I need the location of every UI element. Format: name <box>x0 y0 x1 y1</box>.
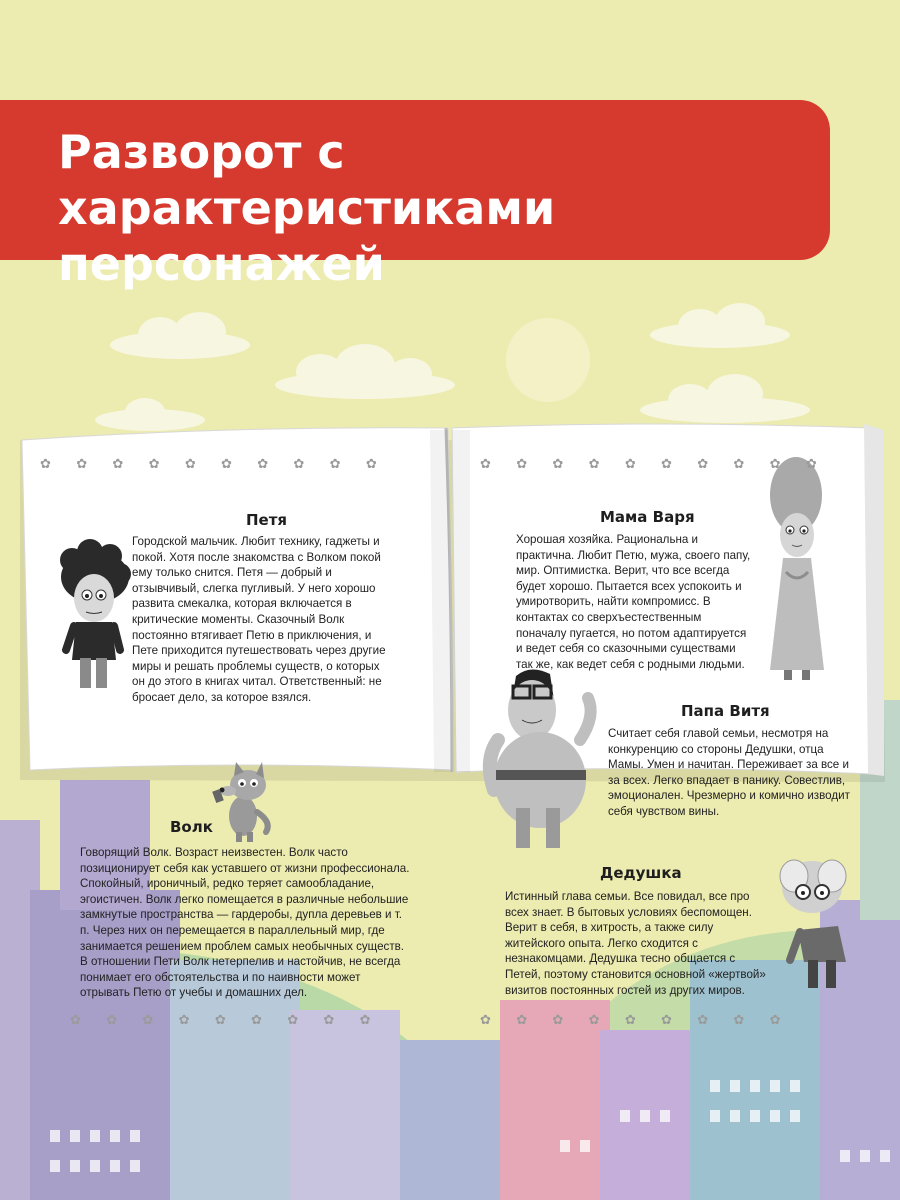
character-name-papa-vitya: Папа Витя <box>681 702 770 720</box>
paw-print-icon: ✿ <box>588 456 600 471</box>
paw-print-icon: ✿ <box>516 1012 528 1027</box>
paw-print-icon: ✿ <box>480 1012 491 1027</box>
paw-print-icon: ✿ <box>480 456 491 471</box>
paw-print-icon: ✿ <box>359 1012 371 1027</box>
paw-print-icon: ✿ <box>40 456 51 471</box>
paw-print-icon: ✿ <box>733 1012 745 1027</box>
paw-row-bottom-right <box>480 1012 860 1028</box>
paw-print-icon: ✿ <box>365 456 377 471</box>
paw-row-top-left <box>40 456 440 472</box>
paw-row-top-right <box>480 456 870 472</box>
paw-print-icon: ✿ <box>697 456 709 471</box>
character-name-wolf: Волк <box>170 818 213 836</box>
paw-print-icon: ✿ <box>184 456 196 471</box>
paw-print-icon: ✿ <box>769 456 781 471</box>
paw-print-icon: ✿ <box>323 1012 335 1027</box>
paw-print-icon: ✿ <box>733 456 745 471</box>
paw-print-icon: ✿ <box>516 456 528 471</box>
character-name-mama-varya: Мама Варя <box>600 508 695 526</box>
paw-print-icon: ✿ <box>148 456 160 471</box>
paw-print-icon: ✿ <box>329 456 341 471</box>
grandfather-illustration <box>780 860 846 988</box>
character-description-papa-vitya: Считает себя главой семьи, несмотря на конкуренцию со стороны Дедушки, отца Мамы. Умен и начитан. Переживает за все и за всех. Легко впадает в панику. Совестлив, эмоционален. Чрезмерно и комично изводит себя чувством вины. <box>608 727 850 818</box>
paw-print-icon: ✿ <box>142 1012 154 1027</box>
character-name-petya: Петя <box>246 511 288 529</box>
paw-print-icon: ✿ <box>70 1012 81 1027</box>
paw-print-icon: ✿ <box>552 1012 564 1027</box>
paw-print-icon: ✿ <box>178 1012 190 1027</box>
paw-print-icon: ✿ <box>661 1012 672 1027</box>
paw-row-bottom-left <box>70 1012 440 1028</box>
paw-print-icon: ✿ <box>106 1012 118 1027</box>
character-description-mama-varya: Хорошая хозяйка. Рациональна и практична. Любит Петю, мужа, своего папу, мир. Оптимистка. Верит, что все всегда будет хорошо. Пытается всех успокоить и умиротворить, найти компромисс. В контактах со сверхъестественным поначалу пугается, но потом адаптируется и ведет себя со сказочными существами так же, как ведет себя с родными людьми. <box>516 533 751 671</box>
paw-print-icon: ✿ <box>214 1012 226 1027</box>
paw-print-icon: ✿ <box>624 1012 636 1027</box>
paw-print-icon: ✿ <box>769 1012 781 1027</box>
character-description-wolf: Говорящий Волк. Возраст неизвестен. Волк часто позиционирует себя как уставшего от жизни профессионала. Спокойный, ироничный, редко теряет самообладание, эгоистичен. Волк легко помещается в различные небольшие замкнутые пространства — гардеробы, дупла деревьев и т. п. Через них он перемещается в параллельный мир, где занимается решением проблем самых необычных существ. В отношении Пети Волк нетерпелив и настойчив, не всегда понимает его обстоятельства и по наивности может отрывать Петю от учебы и домашних дел. <box>80 846 410 1000</box>
banner-title: Разворот с характеристиками персонажей <box>58 125 556 291</box>
character-name-grandfather: Дедушка <box>600 864 682 882</box>
paw-print-icon: ✿ <box>805 456 817 471</box>
paw-print-icon: ✿ <box>221 456 232 471</box>
paw-print-icon: ✿ <box>697 1012 709 1027</box>
character-description-grandfather: Истинный глава семьи. Все повидал, все про всех знает. В бытовых условиях беспомощен. Верит в себя, в хитрость, а также силу житейского опыта. Легко сходится с незнакомцами. Дедушка тесно общается с Петей, поэтому становится основной «жертвой» визитов постоянных гостей из других миров. <box>505 890 766 997</box>
paw-print-icon: ✿ <box>624 456 636 471</box>
paw-print-icon: ✿ <box>76 456 88 471</box>
paw-print-icon: ✿ <box>287 1012 299 1027</box>
paw-print-icon: ✿ <box>257 456 269 471</box>
paw-print-icon: ✿ <box>251 1012 262 1027</box>
character-description-petya: Городской мальчик. Любит технику, гаджеты и покой. Хотя после знакомства с Волком покой ему только снится. Петя — добрый и отзывчивый, слегка пугливый. У него хорошо развита смекалка, которая включается в критические моменты. Сказочный Волк постоянно втягивает Петю в приключения, и Пете приходится путешествовать через другие миры и решать проблемы существ, о которых он до этого в книгах читал. Ответственный: не бросает дело, за которое взялся. <box>132 535 386 704</box>
paw-print-icon: ✿ <box>293 456 305 471</box>
paw-print-icon: ✿ <box>112 456 124 471</box>
paw-print-icon: ✿ <box>661 456 672 471</box>
paw-print-icon: ✿ <box>552 456 564 471</box>
paw-print-icon: ✿ <box>588 1012 600 1027</box>
